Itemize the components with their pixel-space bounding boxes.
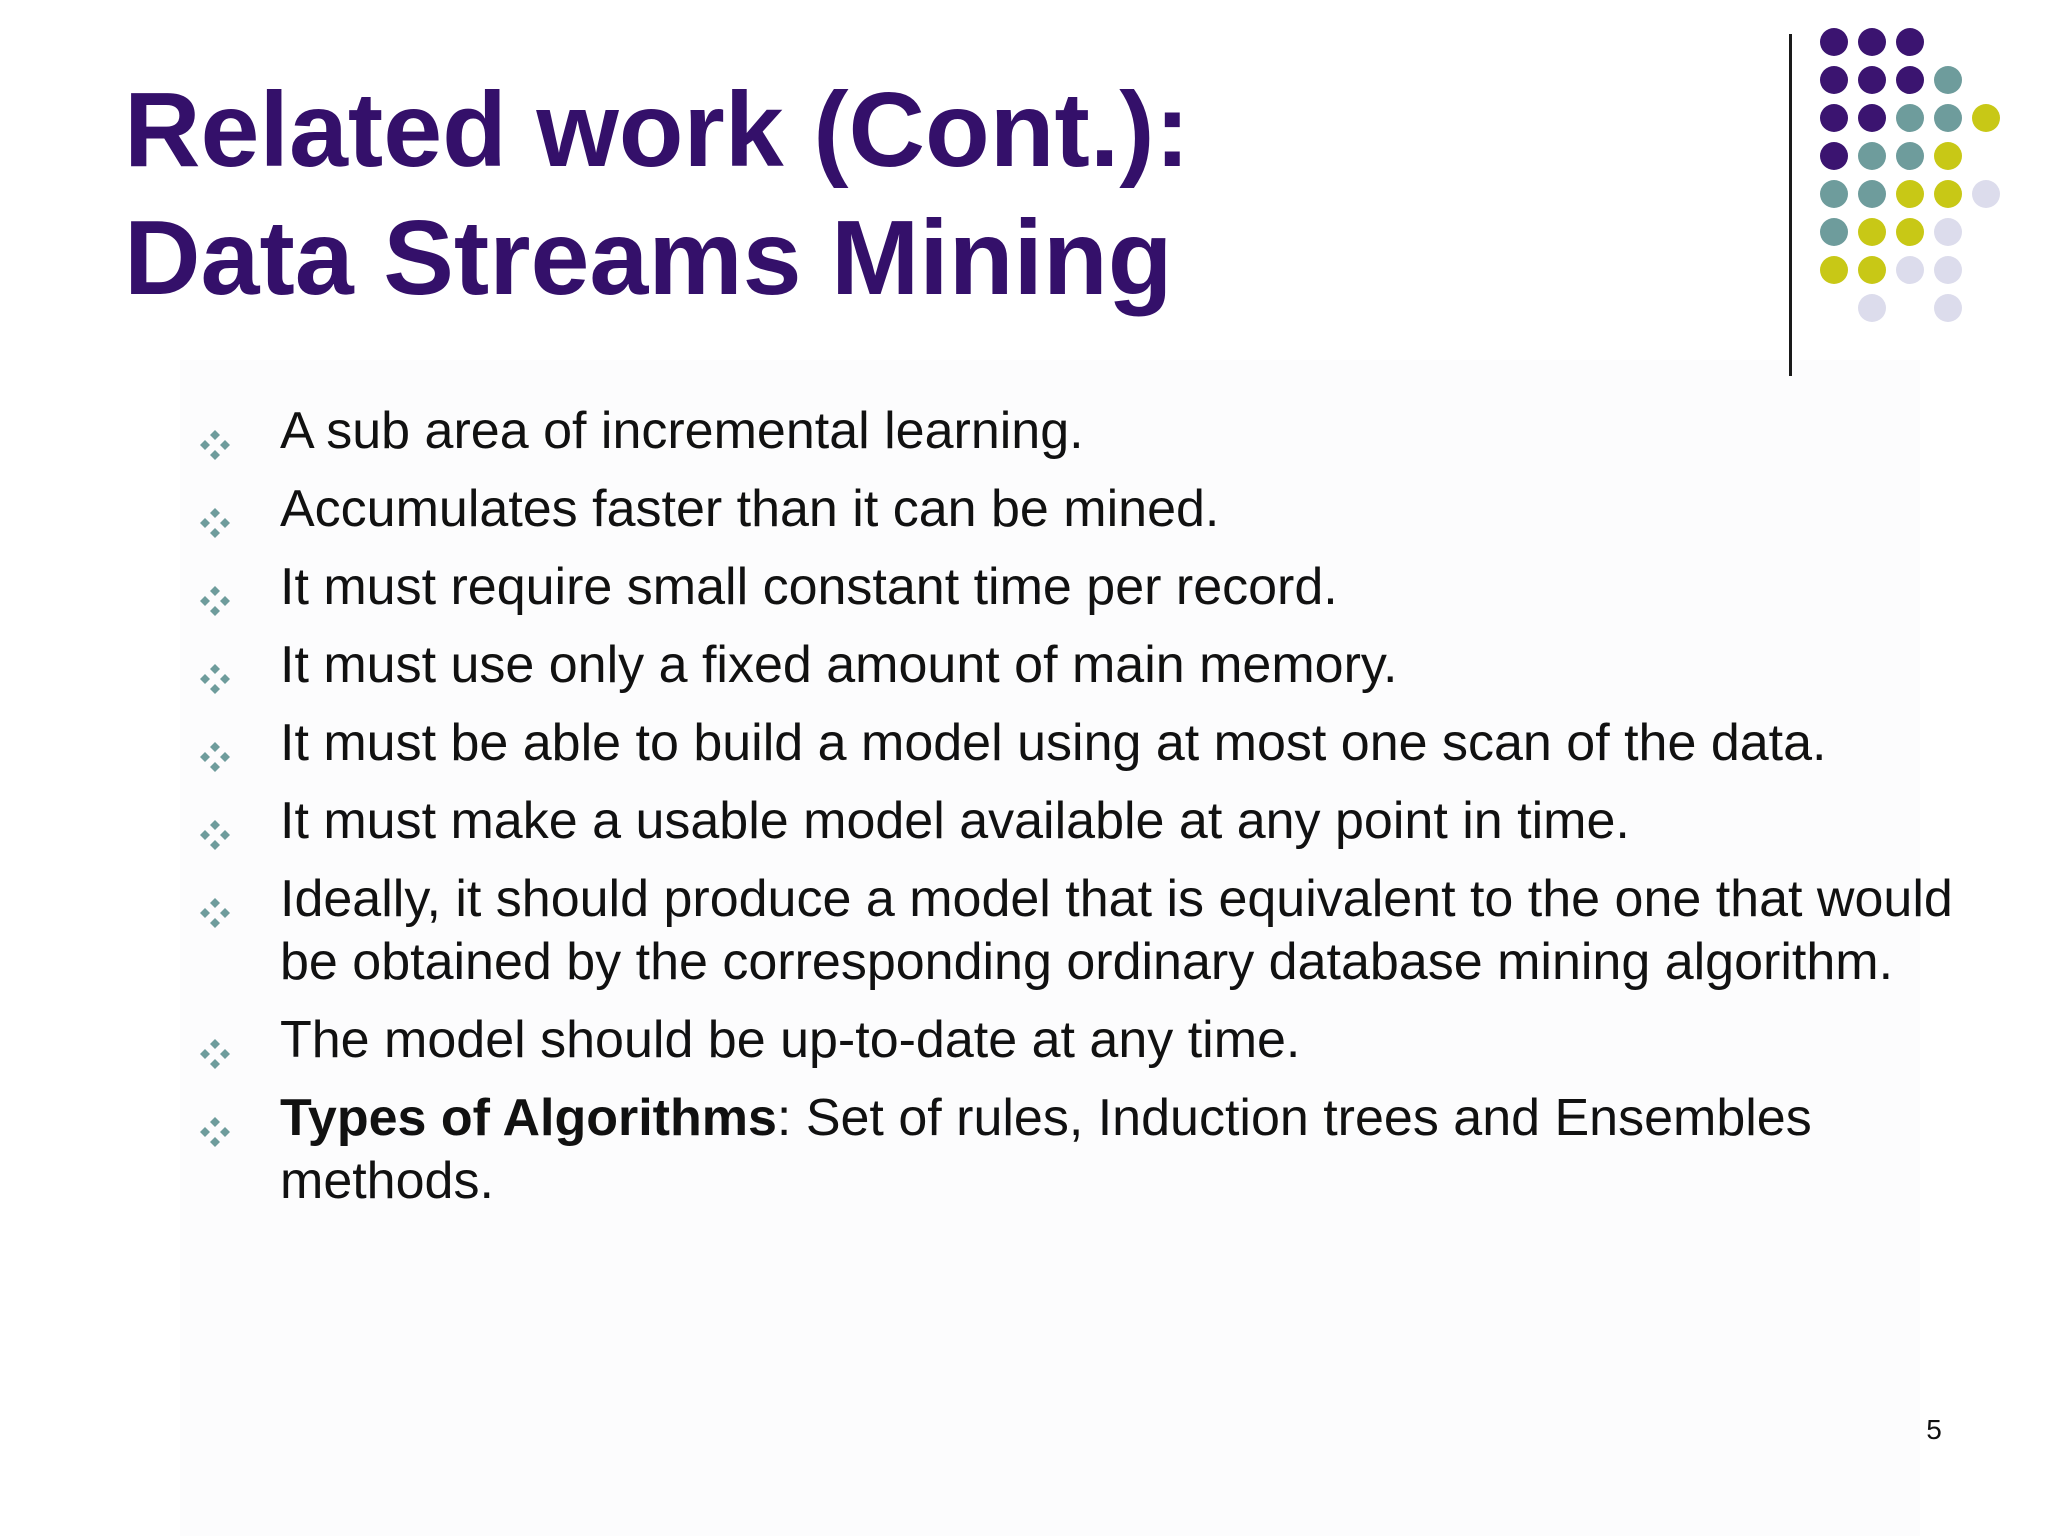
bullet-body: It must use only a fixed amount of main memory. bbox=[280, 636, 1398, 694]
four-diamond-bullet-icon bbox=[198, 804, 232, 838]
decorative-dot bbox=[1820, 66, 1848, 94]
bullet-text bbox=[280, 558, 1338, 616]
decorative-dot bbox=[1934, 104, 1962, 132]
bullet-list bbox=[198, 400, 1998, 1228]
decorative-dot bbox=[1820, 256, 1848, 284]
decorative-dot bbox=[1858, 256, 1886, 284]
bullet-body: Ideally, it should produce a model that is equivalent to the one that would be obtained by the corresponding ordinary database mining algorithm. bbox=[280, 870, 1953, 991]
four-diamond-bullet-icon bbox=[198, 726, 232, 760]
bullet-item bbox=[198, 712, 1998, 775]
decorative-dot bbox=[1820, 180, 1848, 208]
decorative-dot bbox=[1896, 218, 1924, 246]
bullet-text bbox=[280, 1089, 1812, 1210]
bullet-body: It must require small constant time per record. bbox=[280, 558, 1338, 616]
bullet-item bbox=[198, 868, 1998, 994]
decorative-dot bbox=[1858, 218, 1886, 246]
bullet-item bbox=[198, 400, 1998, 463]
bullet-bold-label: Types of Algorithms bbox=[280, 1089, 777, 1147]
decorative-dot bbox=[1820, 218, 1848, 246]
bullet-text bbox=[280, 402, 1084, 460]
decorative-dot bbox=[1934, 294, 1962, 322]
four-diamond-bullet-icon bbox=[198, 492, 232, 526]
bullet-item bbox=[198, 478, 1998, 541]
bullet-item bbox=[198, 634, 1998, 697]
bullet-body: Accumulates faster than it can be mined. bbox=[280, 480, 1220, 538]
slide-title bbox=[124, 66, 1190, 322]
decorative-dot bbox=[1858, 294, 1886, 322]
four-diamond-bullet-icon bbox=[198, 1023, 232, 1057]
decorative-dot bbox=[1896, 142, 1924, 170]
decorative-dot bbox=[1858, 142, 1886, 170]
bullet-body: : Set of rules, Induction trees and Ensembles methods. bbox=[280, 1089, 1812, 1210]
decorative-dot-grid bbox=[1820, 28, 2020, 338]
decorative-dot bbox=[1934, 218, 1962, 246]
bullet-text bbox=[280, 480, 1219, 538]
decorative-dot bbox=[1934, 66, 1962, 94]
bullet-body: The model should be up-to-date at any time. bbox=[280, 1011, 1301, 1069]
decorative-dot bbox=[1896, 256, 1924, 284]
decorative-dot bbox=[1820, 28, 1848, 56]
bullet-body: It must make a usable model available at any point in time. bbox=[280, 792, 1630, 850]
decorative-dot bbox=[1972, 180, 2000, 208]
decorative-dot bbox=[1896, 104, 1924, 132]
decorative-dot bbox=[1896, 66, 1924, 94]
bullet-item bbox=[198, 556, 1998, 619]
decorative-dot bbox=[1858, 104, 1886, 132]
decorative-dot bbox=[1934, 142, 1962, 170]
decorative-dot bbox=[1934, 180, 1962, 208]
title-line-2: Data Streams Mining bbox=[124, 199, 1173, 317]
decorative-dot bbox=[1896, 180, 1924, 208]
decorative-dot bbox=[1820, 142, 1848, 170]
bullet-body: A sub area of incremental learning. bbox=[280, 402, 1084, 460]
bullet-text bbox=[280, 870, 1953, 991]
page-number: 5 bbox=[1926, 1414, 1942, 1445]
title-line-1: Related work (Cont.): bbox=[124, 71, 1190, 189]
decorative-dot bbox=[1896, 28, 1924, 56]
bullet-text bbox=[280, 636, 1398, 694]
decorative-dot bbox=[1858, 180, 1886, 208]
decorative-dot bbox=[1858, 66, 1886, 94]
bullet-body: It must be able to build a model using at most one scan of the data. bbox=[280, 714, 1827, 772]
bullet-text bbox=[280, 1011, 1300, 1069]
four-diamond-bullet-icon bbox=[198, 882, 232, 916]
decorative-dot bbox=[1972, 104, 2000, 132]
bullet-item bbox=[198, 790, 1998, 853]
four-diamond-bullet-icon bbox=[198, 414, 232, 448]
bullet-text bbox=[280, 714, 1827, 772]
bullet-text bbox=[280, 792, 1630, 850]
bullet-item bbox=[198, 1009, 1998, 1072]
decorative-dot bbox=[1820, 104, 1848, 132]
decorative-dot bbox=[1858, 28, 1886, 56]
bullet-item bbox=[198, 1087, 1998, 1213]
four-diamond-bullet-icon bbox=[198, 570, 232, 604]
four-diamond-bullet-icon bbox=[198, 1101, 232, 1135]
decorative-dot bbox=[1934, 256, 1962, 284]
four-diamond-bullet-icon bbox=[198, 648, 232, 682]
vertical-divider bbox=[1789, 34, 1792, 376]
